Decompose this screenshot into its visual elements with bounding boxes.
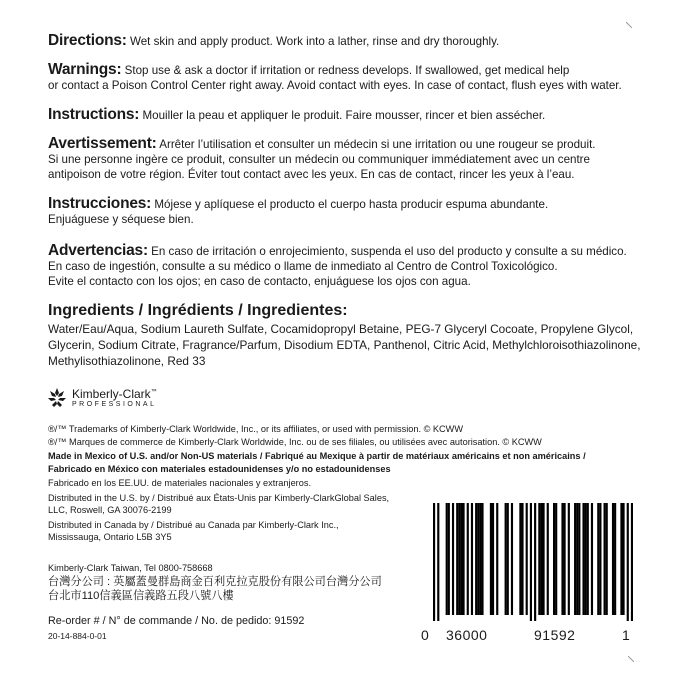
barcode-bar [481, 503, 483, 615]
logo-trademark: ™ [150, 389, 157, 395]
section-line [48, 243, 648, 259]
barcode-bar [526, 503, 528, 615]
fine-print-line: ®/™ Marques de commerce de Kimberly-Clark Worldwide, Inc. ou de ses filiales, ou utilisées avec autorisation. © KCWW [48, 436, 542, 447]
barcode-bar [591, 503, 593, 615]
barcode-bar [585, 503, 587, 615]
fine-print-line: Fabricado en los EE.UU. de materiales nacionales y extranjeros. [48, 478, 311, 488]
barcode-bar [433, 503, 435, 621]
barcode-bar [612, 503, 614, 615]
section-heading: Instructions: [48, 106, 140, 123]
barcode-digit-left: 0 [421, 627, 430, 643]
logo-subtitle: PROFESSIONAL [72, 401, 157, 408]
barcode-bar [456, 503, 458, 615]
logo-name: Kimberly-Clark [72, 387, 151, 401]
kimberly-clark-logo [48, 386, 157, 410]
ingredients-list [48, 321, 658, 369]
barcode-bar [576, 503, 578, 615]
taiwan-line: Kimberly-Clark Taiwan, Tel 0800-758668 [48, 563, 213, 573]
section-text: Enjuáguese y séquese bien. [48, 213, 194, 226]
barcode-bar [622, 503, 624, 615]
barcode-bar [561, 503, 563, 615]
barcode-bar [597, 503, 599, 615]
barcode-bar [538, 503, 540, 615]
barcode-bar [547, 503, 549, 615]
section-text: Mójese y aplíquese el producto el cuerpo hasta producir espuma abundante. [154, 198, 549, 211]
barcode-bar [452, 503, 454, 615]
fine-print-line: Distributed in Canada by / Distribué au Canada par Kimberly-Clark Inc., [48, 519, 339, 530]
label-section [48, 136, 648, 182]
kimberly-clark-bird-icon [48, 388, 66, 408]
reorder-number: Re-order # / N° de commande / No. de pedido: 91592 [48, 615, 305, 627]
barcode-bar [477, 503, 479, 615]
section-line [48, 107, 648, 123]
section-text: Arrêter l’utilisation et consulter un médecin si une irritation ou une rougeur se produit. [159, 138, 596, 151]
section-heading: Avertissement: [48, 135, 157, 152]
barcode-bar [627, 503, 629, 621]
section-line [48, 62, 648, 78]
barcode-bar [521, 503, 523, 615]
barcode-bar [555, 503, 557, 615]
section-heading: Instrucciones: [48, 195, 152, 212]
label-section [48, 62, 648, 93]
section-text: En caso de irritación o enrojecimiento, suspenda el uso del producto y consulte a su médico. [151, 245, 627, 258]
section-heading: Directions: [48, 32, 127, 49]
barcode-bar [582, 503, 584, 615]
barcode-bar [471, 503, 473, 615]
barcode-bar [587, 503, 589, 615]
label-section [48, 196, 648, 227]
barcode-bar [530, 503, 532, 621]
barcode-bar [540, 503, 542, 615]
barcode-bar [614, 503, 616, 615]
barcode-bar [519, 503, 521, 615]
ingredients-line: Glycerin, Sodium Citrate, Fragrance/Parfum, Disodium EDTA, Panthenol, Citric Acid, Methylchloroisothiazolinone, [48, 338, 641, 352]
barcode-bar [507, 503, 509, 615]
barcode-bar [462, 503, 464, 615]
label-section [48, 243, 648, 289]
taiwan-distributor [48, 563, 382, 604]
section-line [48, 78, 648, 93]
barcode-bar [505, 503, 507, 615]
section-text: Mouiller la peau et appliquer le produit. Faire mousser, rincer et bien assécher. [142, 109, 546, 122]
barcode-bar [460, 503, 462, 615]
section-heading: Warnings: [48, 61, 122, 78]
barcode-digit-right: 1 [622, 627, 631, 643]
barcode-bar [534, 503, 536, 621]
barcode-bar [620, 503, 622, 615]
product-code: 20-14-884-0-01 [48, 631, 107, 641]
barcode-bar [604, 503, 606, 615]
fine-print-line: Fabricado en México con materiales estadounidenses y/o no estadounidenses [48, 463, 391, 474]
barcode-bar [475, 503, 477, 615]
corner-mark-bottom-right [628, 656, 634, 662]
barcode-bar [492, 503, 494, 615]
barcode-bar [496, 503, 498, 615]
ingredients-heading: Ingredients / Ingrédients / Ingredientes: [48, 302, 348, 319]
barcode-bar [437, 503, 439, 621]
section-text: or contact a Poison Control Center right away. Avoid contact with eyes. In case of contact, flush eyes with water. [48, 79, 622, 92]
section-line [48, 33, 648, 49]
barcode-bar [467, 503, 469, 615]
taiwan-line: 台灣分公司 : 英屬蓋曼群島商金百利克拉克股份有限公司台灣分公司 [48, 575, 382, 588]
barcode-bar [490, 503, 492, 615]
section-line [48, 196, 648, 212]
fine-print-line: Made in Mexico of U.S. and/or Non-US materials / Fabriqué au Mexique à partir de matériaux américains et non américains / [48, 451, 586, 461]
fine-print-line: Mississauga, Ontario L5B 3Y5 [48, 532, 172, 542]
label-section [48, 107, 648, 123]
section-line [48, 274, 648, 289]
taiwan-line: 台北市110信義區信義路五段八號八樓 [48, 590, 234, 602]
barcode-bar [574, 503, 576, 615]
upc-barcode [433, 503, 633, 621]
corner-mark-top-right [626, 22, 632, 28]
barcode-bar [479, 503, 481, 615]
ingredients-line: Methylisothiazolinone, Red 33 [48, 354, 206, 368]
barcode-bar [568, 503, 570, 615]
section-line [48, 167, 648, 182]
section-text: Wet skin and apply product. Work into a lather, rinse and dry thoroughly. [130, 35, 500, 48]
barcode-group-1: 36000 [446, 627, 488, 643]
section-text: Evite el contacto con los ojos; en caso de contacto, enjuáguese los ojos con agua. [48, 275, 471, 288]
barcode-bar [448, 503, 450, 615]
section-text: Stop use & ask a doctor if irritation or redness develops. If swallowed, get medical help [124, 64, 570, 77]
barcode-bar [553, 503, 555, 615]
barcode-group-2: 91592 [534, 627, 576, 643]
fine-print-line: ®/™ Trademarks of Kimberly-Clark Worldwide, Inc., or its affiliates, or used with permission. © KCWW [48, 424, 464, 434]
barcode-bar [606, 503, 608, 615]
section-text: Si une personne ingère ce produit, consulter un médecin ou communiquer immédiatement avec un centre [48, 153, 590, 166]
ingredients-line: Water/Eau/Aqua, Sodium Laureth Sulfate, Cocamidopropyl Betaine, PEG-7 Glyceryl Cocoate, Propylene Glycol, [48, 322, 634, 336]
section-heading: Advertencias: [48, 242, 148, 259]
barcode-bar [631, 503, 633, 621]
fine-print-line: LLC, Roswell, GA 30076-2199 [48, 505, 172, 515]
section-line [48, 212, 648, 227]
section-line [48, 259, 648, 274]
barcode-bar [599, 503, 601, 615]
barcode-bar [511, 503, 513, 615]
barcode-bar [578, 503, 580, 615]
section-line [48, 152, 648, 167]
barcode-bar [542, 503, 544, 615]
section-text: antipoison de votre région. Éviter tout contact avec les yeux. En cas de contact, rincer les yeux à l’eau. [48, 168, 575, 181]
barcode-bar [458, 503, 460, 615]
barcode-bar [446, 503, 448, 615]
section-line [48, 136, 648, 152]
label-section [48, 33, 648, 49]
barcode-bar [564, 503, 566, 615]
fine-print-line: Distributed in the U.S. by / Distribué aux États-Unis par Kimberly-ClarkGlobal Sales, [48, 492, 390, 503]
section-text: En caso de ingestión, consulte a su médico o llame de inmediato al Centro de Control Toxicológico. [48, 260, 558, 273]
